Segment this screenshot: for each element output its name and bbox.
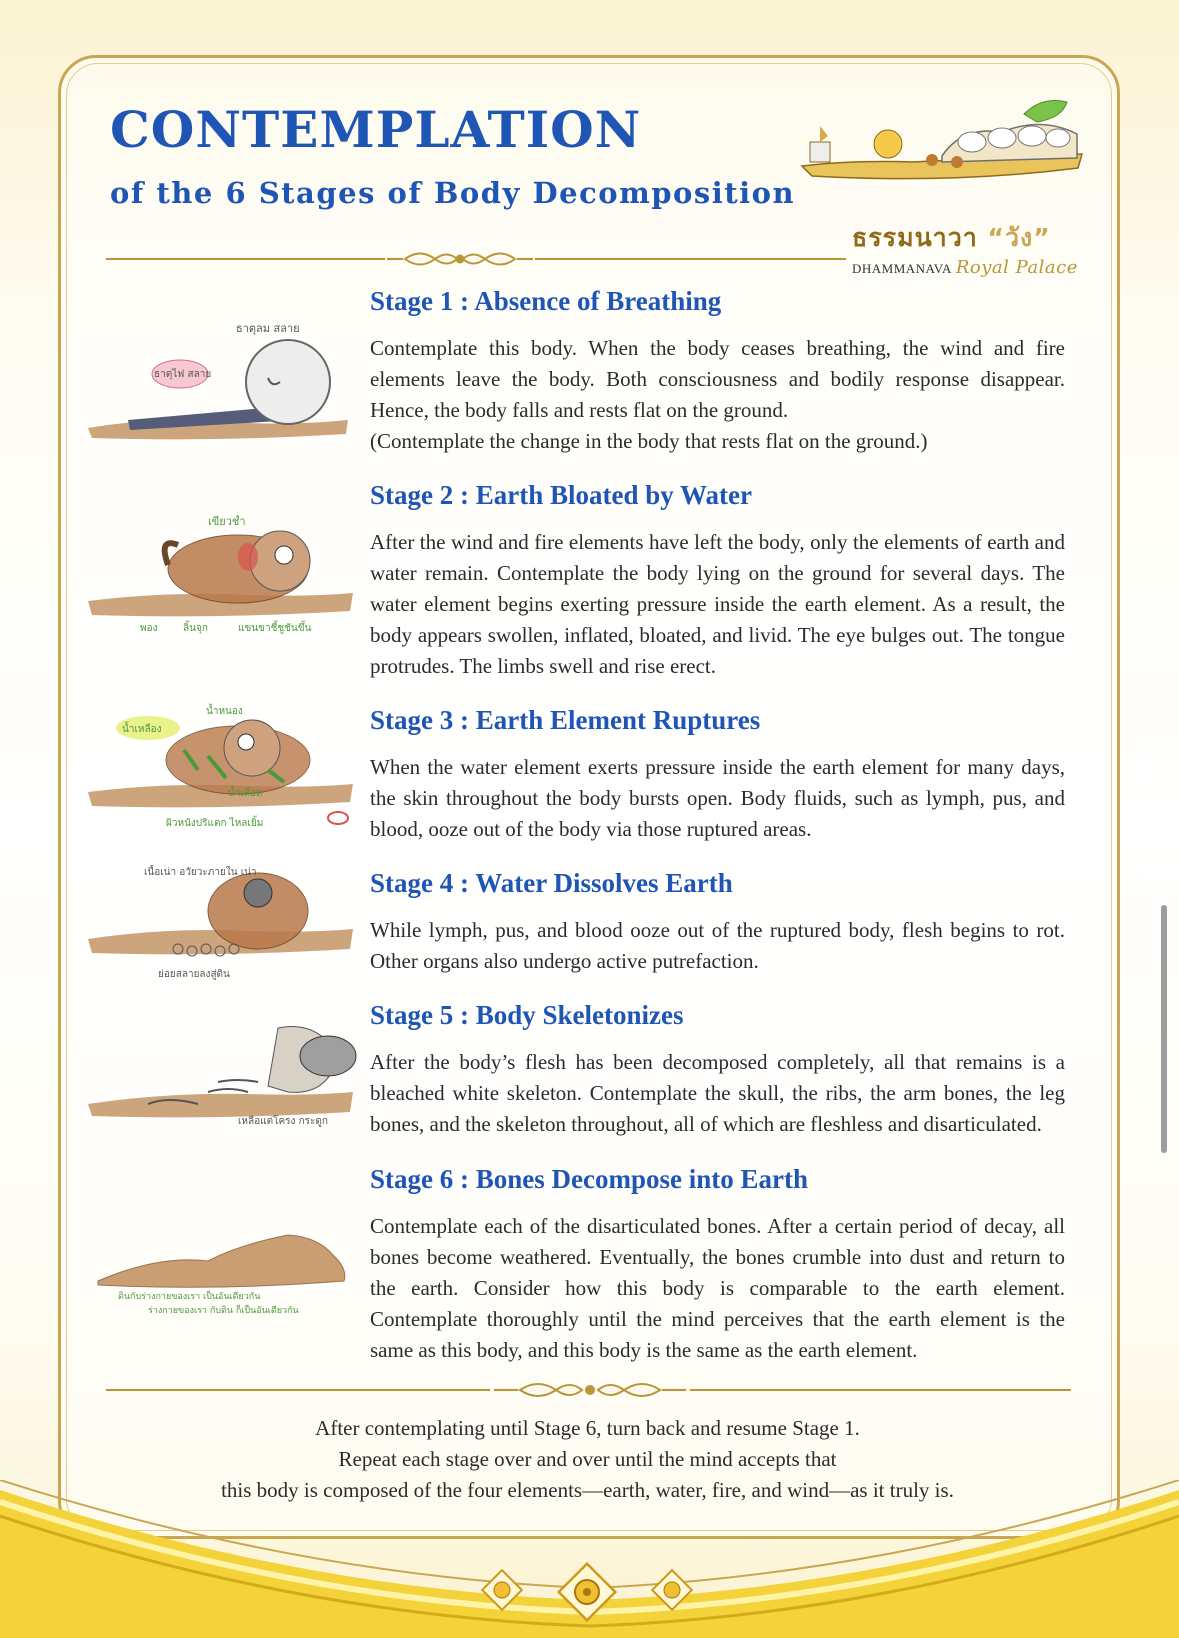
footer-line-3: this body is composed of the four elements—earth, water, fire, and wind—as it truly is. bbox=[221, 1478, 954, 1502]
stage-1-label-fire: ธาตุไฟ สลาย bbox=[154, 369, 212, 380]
stage-2-text: After the wind and fire elements have left the body, only the elements of earth and water remain. Contemplate the body lying on the ground for several days. The water element begins exerting pressure inside the earth element. As a result, the body appears swollen, inflated, bloated, and livid. The eye bulges out. The tongue protrudes. The limbs swell and rise erect. bbox=[370, 530, 1065, 678]
stage-3-label-burst: ผิวหนังปริแตก ไหลเยิ้ม bbox=[166, 818, 264, 829]
stage-5-title: Stage 5 : Body Skeletonizes bbox=[370, 1000, 684, 1030]
page-title: CONTEMPLATION bbox=[110, 100, 642, 159]
stage-5-label-skeleton: เหลือแต่โครง กระดูก bbox=[238, 1116, 328, 1127]
divider-ornament-icon bbox=[385, 248, 535, 270]
stage-6-text: Contemplate each of the disarticulated bones. After a certain period of decay, all bones become weathered. Eventually, the bones crumble into dust and return to the earth. Consider how this body is comparable to the earth element. Contemplate thoroughly until the mind perceives that the earth element is the same as this body, and this body is the same as the earth element. bbox=[370, 1214, 1065, 1362]
stage-2-body bbox=[370, 527, 1065, 682]
stage-6-label-2: ร่างกายของเรา กับดิน ก็เป็นอันเดียวกัน bbox=[148, 1306, 299, 1316]
logo-english-script: Royal Palace bbox=[955, 257, 1078, 278]
stage-3-text: When the water element exerts pressure inside the earth element for many days, the skin throughout the body bursts open. Body fluids, such as lymph, pus, and blood, ooze out of the body via those ruptured areas. bbox=[370, 755, 1065, 841]
stage-5 bbox=[370, 1000, 1065, 1140]
stage-5-body bbox=[370, 1047, 1065, 1140]
stage-1 bbox=[370, 286, 1065, 457]
stage-4-body bbox=[370, 915, 1065, 977]
logo-thai-palace: “วัง” bbox=[987, 223, 1051, 252]
stage-3-label-blood: น้ำเลือด bbox=[228, 788, 263, 799]
stage-2-illustration bbox=[88, 515, 358, 645]
stage-2 bbox=[370, 480, 1065, 682]
footer-line-2: Repeat each stage over and over until the mind accepts that bbox=[338, 1447, 837, 1471]
logo-thai-name: ธรรมนาวา bbox=[852, 223, 978, 252]
vertical-scrollbar[interactable] bbox=[1161, 905, 1167, 1153]
stage-3 bbox=[370, 705, 1065, 845]
logo-thai-text bbox=[852, 218, 1051, 258]
stage-4-title: Stage 4 : Water Dissolves Earth bbox=[370, 868, 733, 898]
stage-1-title: Stage 1 : Absence of Breathing bbox=[370, 286, 722, 316]
logo-english-text bbox=[852, 257, 1078, 278]
stage-6-title: Stage 6 : Bones Decompose into Earth bbox=[370, 1164, 808, 1194]
stage-2-label-limbs: แขนขาชี้ชูชันขึ้น bbox=[238, 623, 312, 634]
stage-1-label-wind: ธาตุลม สลาย bbox=[236, 322, 300, 335]
stage-1-note: (Contemplate the change in the body that rests flat on the ground.) bbox=[370, 429, 928, 453]
stage-4-label-decompose: ย่อยสลายลงสู่ดิน bbox=[158, 969, 230, 980]
footer-line-1: After contemplating until Stage 6, turn back and resume Stage 1. bbox=[315, 1416, 860, 1440]
stage-6 bbox=[370, 1164, 1065, 1366]
stage-6-body bbox=[370, 1211, 1065, 1366]
stage-6-illustration bbox=[88, 1215, 358, 1325]
royal-barge-icon bbox=[792, 96, 1092, 206]
stage-3-label-pus: น้ำหนอง bbox=[206, 706, 243, 717]
stage-4-text: While lymph, pus, and blood ooze out of the ruptured body, flesh begins to rot. Other organs also undergo active putrefaction. bbox=[370, 918, 1065, 973]
flower-ornament-center-icon bbox=[555, 1560, 619, 1624]
stage-2-label-swollen: พอง bbox=[140, 623, 158, 634]
flower-ornament-right-icon bbox=[650, 1568, 694, 1612]
stage-3-illustration bbox=[88, 700, 358, 835]
stage-5-illustration bbox=[88, 1020, 358, 1150]
flower-ornament-left-icon bbox=[480, 1568, 524, 1612]
stage-1-body bbox=[370, 333, 1065, 457]
stage-6-label-1: ดินกับร่างกายของเรา เป็นอันเดียวกัน bbox=[118, 1292, 261, 1302]
stage-2-title: Stage 2 : Earth Bloated by Water bbox=[370, 480, 752, 510]
stage-1-text: Contemplate this body. When the body ceases breathing, the wind and fire elements leave the body. Both consciousness and bodily response disappear. Hence, the body falls and rests flat on the ground. bbox=[370, 336, 1065, 422]
stage-3-label-lymph: น้ำเหลือง bbox=[122, 724, 162, 735]
stage-1-illustration bbox=[88, 310, 358, 460]
stage-3-body bbox=[370, 752, 1065, 845]
stage-5-text: After the body’s flesh has been decomposed completely, all that remains is a bleached white skeleton. Contemplate the skull, the ribs, the arm bones, the leg bones, and the skeleton throughout, all of which are fleshless and disarticulated. bbox=[370, 1050, 1065, 1136]
page-subtitle: of the 6 Stages of Body Decomposition bbox=[110, 176, 796, 210]
stage-4-illustration bbox=[88, 865, 358, 990]
stage-3-title: Stage 3 : Earth Element Ruptures bbox=[370, 705, 761, 735]
footer-ornament-icon bbox=[490, 1378, 690, 1402]
stage-2-label-tongue: ลิ้นจุก bbox=[183, 623, 208, 634]
stage-2-label-livid: เขียวช้ำ bbox=[208, 515, 246, 528]
stage-4 bbox=[370, 868, 1065, 977]
logo-english-name: DHAMMANAVA bbox=[852, 261, 952, 276]
stage-4-label-rot: เนื้อเน่า อวัยวะภายใน เน่า bbox=[144, 867, 257, 878]
